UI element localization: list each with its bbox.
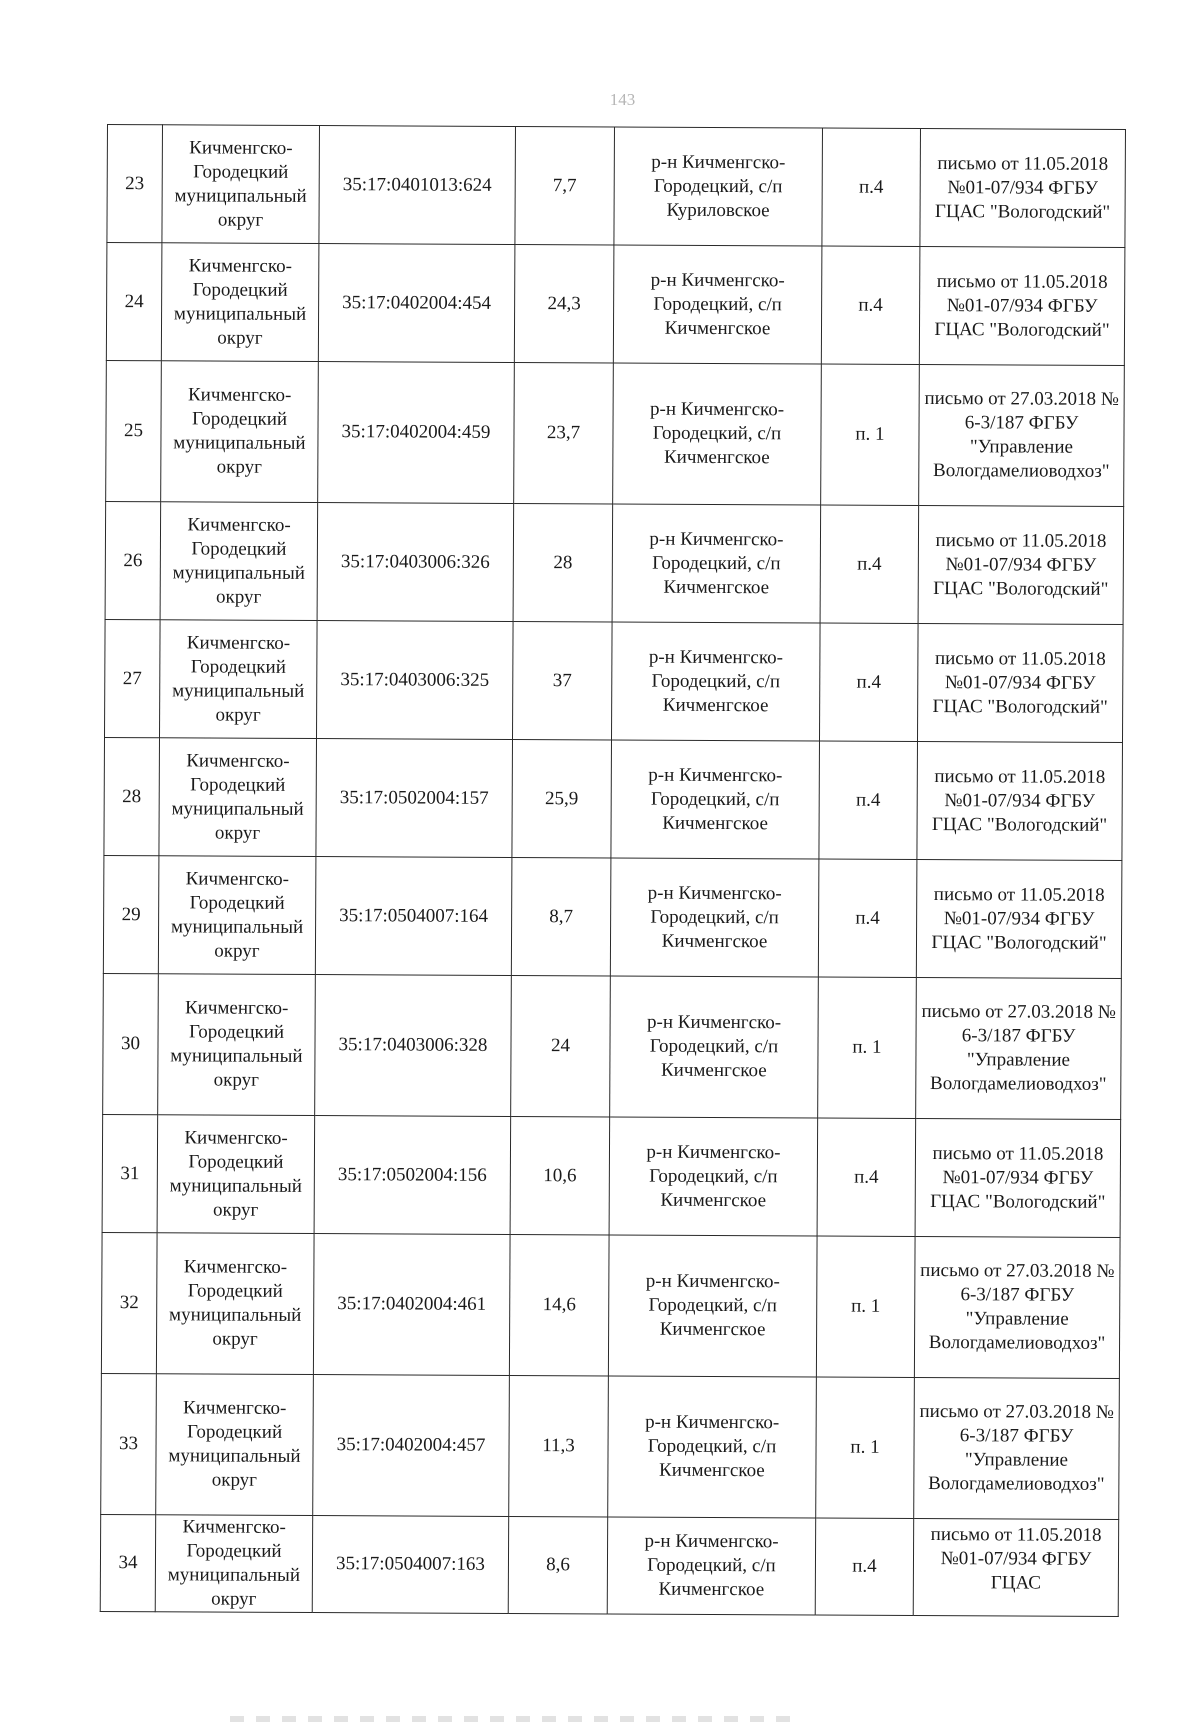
table-row [101, 1232, 1120, 1378]
district-cell: Кичменгско-Городецкий муниципальный округ [161, 243, 319, 362]
location-cell: р-н Кичменгско-Городецкий, с/п Кичменгское [611, 622, 820, 741]
cadastral-number-cell: 35:17:0504007:163 [312, 1516, 508, 1614]
cadastral-number-cell: 35:17:0502004:157 [316, 739, 513, 858]
row-number: 30 [103, 973, 159, 1114]
table-row [105, 619, 1124, 742]
row-number: 29 [103, 855, 159, 973]
land-plots-table [100, 124, 1126, 1617]
cadastral-number-cell: 35:17:0402004:454 [318, 244, 515, 363]
cadastral-number-cell: 35:17:0403006:328 [315, 975, 512, 1117]
row-number: 24 [106, 243, 162, 361]
district-cell: Кичменгско-Городецкий муниципальный округ [157, 1115, 315, 1234]
row-number: 34 [100, 1514, 155, 1611]
district-cell: Кичменгско-Городецкий муниципальный округ [158, 974, 316, 1116]
item-cell: п. 1 [816, 1377, 915, 1518]
item-cell: п. 1 [816, 1236, 915, 1377]
table-row [100, 1514, 1118, 1616]
area-cell: 24 [511, 975, 611, 1116]
item-cell: п.4 [819, 741, 918, 859]
row-number: 31 [102, 1114, 158, 1232]
cadastral-number-cell: 35:17:0402004:459 [318, 362, 515, 504]
table-row [106, 243, 1125, 366]
area-cell: 14,6 [509, 1234, 609, 1375]
row-number: 25 [106, 360, 162, 501]
row-number: 26 [105, 501, 161, 619]
table-row [105, 501, 1124, 624]
area-cell: 11,3 [509, 1375, 609, 1516]
basis-cell: письмо от 11.05.2018 №01-07/934 ФГБУ ГЦАС "Вологодский" [918, 505, 1124, 624]
area-cell: 8,6 [508, 1516, 607, 1613]
area-cell: 25,9 [512, 739, 612, 857]
basis-cell: письмо от 11.05.2018 №01-07/934 ФГБУ ГЦАС "Вологодский" [920, 128, 1126, 247]
row-number: 23 [107, 125, 163, 243]
row-number: 32 [101, 1232, 157, 1373]
district-cell: Кичменгско-Городецкий муниципальный округ [160, 502, 318, 621]
area-cell: 24,3 [514, 244, 614, 362]
location-cell: р-н Кичменгско-Городецкий, с/п Кичменгское [610, 858, 819, 977]
district-cell: Кичменгско-Городецкий муниципальный округ [159, 738, 317, 857]
table-row [103, 973, 1122, 1119]
scan-artifact [230, 1716, 790, 1722]
district-cell: Кичменгско-Городецкий муниципальный округ [158, 856, 316, 975]
location-cell: р-н Кичменгско-Городецкий, с/п Кичменгское [609, 1117, 818, 1236]
basis-cell: письмо от 11.05.2018 №01-07/934 ФГБУ ГЦАС "Вологодский" [917, 623, 1123, 742]
item-cell: п.4 [820, 505, 919, 623]
basis-cell: письмо от 11.05.2018 №01-07/934 ФГБУ ГЦАС "Вологодский" [916, 859, 1122, 978]
location-cell: р-н Кичменгско-Городецкий, с/п Куриловское [614, 127, 823, 246]
item-cell: п.4 [817, 1118, 916, 1236]
item-cell: п.4 [815, 1518, 913, 1615]
cadastral-number-cell: 35:17:0401013:624 [319, 126, 516, 245]
cadastral-number-cell: 35:17:0504007:164 [315, 857, 512, 976]
area-cell: 7,7 [515, 126, 615, 244]
area-cell: 28 [513, 503, 613, 621]
location-cell: р-н Кичменгско-Городецкий, с/п Кичменгское [613, 363, 822, 505]
table-row [102, 1114, 1121, 1237]
cadastral-number-cell: 35:17:0403006:325 [316, 621, 513, 740]
area-cell: 37 [512, 621, 612, 739]
district-cell: Кичменгско-Городецкий муниципальный округ [156, 1374, 314, 1516]
location-cell: р-н Кичменгско-Городецкий, с/п Кичменгское [611, 740, 820, 859]
location-cell: р-н Кичменгско-Городецкий, с/п Кичменгское [612, 504, 821, 623]
area-cell: 23,7 [514, 362, 614, 503]
basis-cell: письмо от 11.05.2018 №01-07/934 ФГБУ ГЦАС "Вологодский" [919, 246, 1125, 365]
item-cell: п.4 [818, 859, 917, 977]
location-cell: р-н Кичменгско-Городецкий, с/п Кичменгское [608, 1376, 817, 1518]
item-cell: п.4 [822, 128, 921, 246]
row-number: 33 [101, 1373, 157, 1514]
district-cell: Кичменгско-Городецкий муниципальный округ [156, 1233, 314, 1375]
row-number: 28 [104, 737, 160, 855]
district-cell: Кичменгско-Городецкий муниципальный округ [155, 1515, 312, 1613]
district-cell: Кичменгско-Городецкий муниципальный округ [161, 361, 319, 503]
location-cell: р-н Кичменгско-Городецкий, с/п Кичменгское [607, 1517, 815, 1615]
area-cell: 8,7 [511, 857, 611, 975]
location-cell: р-н Кичменгско-Городецкий, с/п Кичменгское [610, 976, 819, 1118]
table-row [101, 1373, 1120, 1519]
district-cell: Кичменгско-Городецкий муниципальный округ [160, 620, 318, 739]
district-cell: Кичменгско-Городецкий муниципальный округ [162, 125, 320, 244]
cadastral-number-cell: 35:17:0502004:156 [314, 1116, 511, 1235]
cadastral-number-cell: 35:17:0403006:326 [317, 503, 514, 622]
cadastral-number-cell: 35:17:0402004:457 [313, 1375, 510, 1517]
basis-cell: письмо от 11.05.2018 №01-07/934 ФГБУ ГЦАС "Вологодский" [915, 1118, 1121, 1237]
item-cell: п.4 [821, 246, 920, 364]
basis-cell: письмо от 11.05.2018 №01-07/934 ФГБУ ГЦАС [913, 1518, 1118, 1616]
basis-cell: письмо от 27.03.2018 № 6-3/187 ФГБУ "Управление Вологдамелиоводхоз" [914, 1377, 1120, 1519]
basis-cell: письмо от 27.03.2018 № 6-3/187 ФГБУ "Управление Вологдамелиоводхоз" [919, 364, 1125, 506]
row-number: 27 [105, 619, 161, 737]
basis-cell: письмо от 27.03.2018 № 6-3/187 ФГБУ "Управление Вологдамелиоводхоз" [916, 977, 1122, 1119]
location-cell: р-н Кичменгско-Городецкий, с/п Кичменгское [608, 1235, 817, 1377]
basis-cell: письмо от 27.03.2018 № 6-3/187 ФГБУ "Управление Вологдамелиоводхоз" [914, 1236, 1120, 1378]
basis-cell: письмо от 11.05.2018 №01-07/934 ФГБУ ГЦАС "Вологодский" [917, 741, 1123, 860]
table-row [107, 125, 1126, 248]
cadastral-number-cell: 35:17:0402004:461 [313, 1234, 510, 1376]
item-cell: п. 1 [821, 364, 920, 505]
table-row [103, 855, 1122, 978]
item-cell: п. 1 [818, 977, 917, 1118]
page-number: 143 [609, 90, 636, 109]
item-cell: п.4 [819, 623, 918, 741]
table-row [106, 360, 1125, 506]
table-row [104, 737, 1123, 860]
location-cell: р-н Кичменгско-Городецкий, с/п Кичменгское [613, 245, 822, 364]
area-cell: 10,6 [510, 1116, 610, 1234]
